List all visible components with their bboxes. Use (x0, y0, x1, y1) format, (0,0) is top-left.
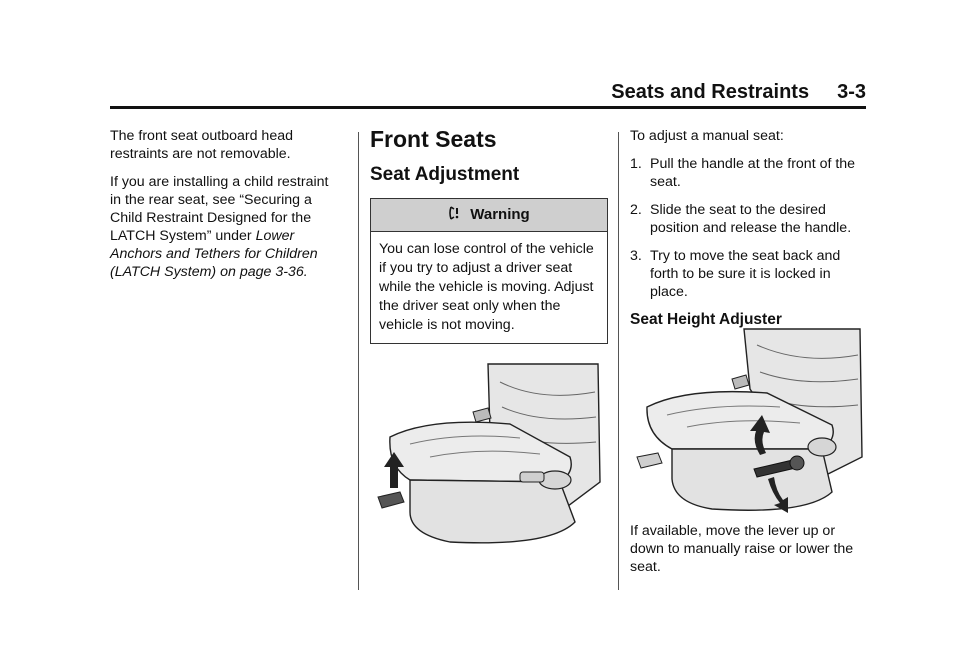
column-1 (110, 127, 342, 291)
header-rule (110, 106, 866, 109)
height-adjuster-instruction: If available, move the lever up or down to manually raise or lower the seat. (630, 523, 854, 575)
warning-body: You can lose control of the vehicle if you try to adjust a driver seat while the vehicle is moving. Adjust the driver seat only when the vehicle is not moving. (379, 241, 594, 333)
seat-adjustment-heading: Seat Adjustment (370, 164, 520, 185)
column-2 (370, 126, 608, 354)
page-number: 3-3 (837, 81, 866, 103)
manual-seat-intro: To adjust a manual seat: (630, 128, 784, 144)
head-restraint-note: The front seat outboard head restraints are not removable. (110, 128, 293, 162)
step-item: 1. Pull the handle at the front of the seat. (630, 156, 856, 190)
seat-height-adjuster-heading: Seat Height Adjuster (630, 311, 782, 328)
latch-reference-link[interactable]: Lower Anchors and Tethers for Children (LATCH System) on page 3-36. (110, 228, 318, 280)
warning-icon (448, 205, 464, 225)
column-3 (630, 127, 866, 339)
seat-height-illustration (632, 327, 864, 517)
step-item: 3. Try to move the seat back and forth to be sure it is locked in place. (630, 248, 841, 300)
warning-header (371, 199, 607, 232)
manual-seat-steps (630, 155, 866, 301)
front-seats-heading: Front Seats (370, 126, 497, 152)
step-item: 2. Slide the seat to the desired position and release the handle. (630, 202, 852, 236)
child-restraint-text: If you are installing a child restraint in the rear seat, see “Securing a Child Restraint Designed for the LATCH System” under (110, 174, 329, 244)
column-divider-1 (358, 132, 359, 590)
child-restraint-note (110, 173, 342, 281)
warning-box (370, 198, 608, 344)
section-title: Seats and Restraints (611, 81, 810, 103)
column-divider-2 (618, 132, 619, 590)
seat-adjustment-illustration (370, 362, 602, 552)
page-header (110, 80, 866, 104)
warning-title: Warning (470, 206, 530, 223)
